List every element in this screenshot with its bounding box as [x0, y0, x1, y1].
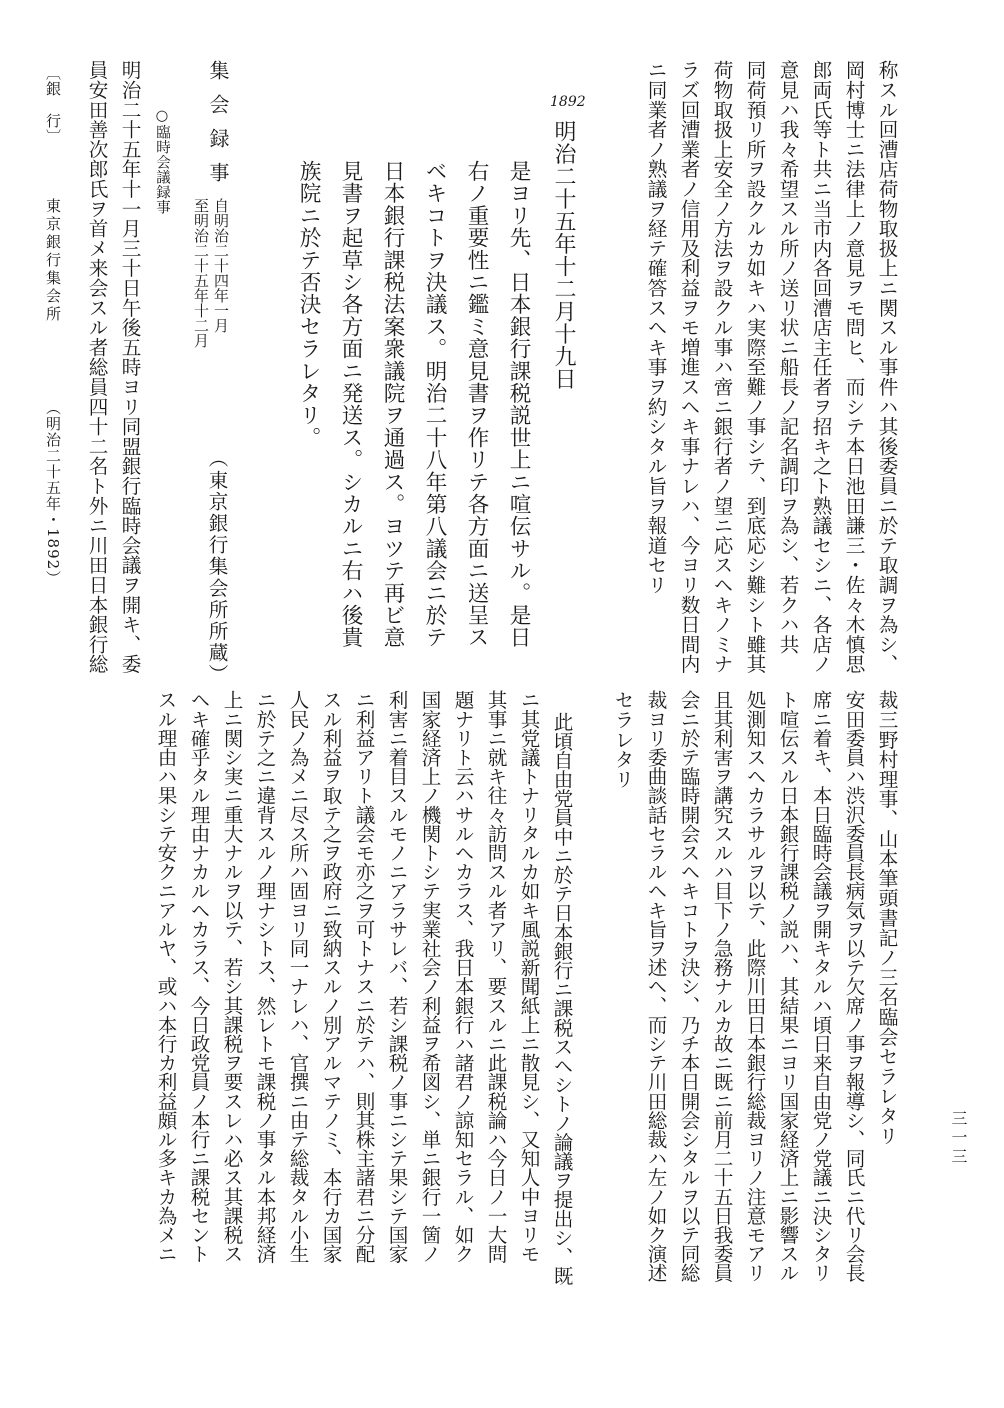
text-line: 利害ニ着目スルモノニアラサレバ、若シ課税ノ事ニシテ果シテ国家 — [385, 690, 408, 1263]
text-line: 国家経済上ノ機関トシテ実業社会ノ利益ヲ希図シ、単ニ銀行一箇ノ — [418, 690, 441, 1263]
text-line: ラズ回漕業者ノ信用及利益ヲモ増進スヘキ事ナレハ、今ヨリ数日間内 — [677, 60, 700, 674]
text-line: 見書ヲ起草シ各方面ニ発送ス。シカルニ右ハ後貴 — [338, 160, 363, 649]
page-number: 三一三 — [949, 1110, 968, 1167]
entry-date: 明治二十五年十二月十九日 — [551, 120, 576, 390]
text-line: 其事ニ就キ往々訪問スル者アリ、要スルニ此課税論ハ今日ノ一大問 — [484, 690, 507, 1263]
text-line: 席ニ着キ、本日臨時会議ヲ開キタルハ頃日来自由党ノ党議ニ決シタリ — [809, 690, 832, 1283]
text-line: スル理由ハ果シテ安クニアルヤ、或ハ本行カ利益頗ル多キカ為メニ — [154, 690, 177, 1263]
text-line: 岡村博士ニ法律上ノ意見ヲモ問ヒ、而シテ本日池田謙三・佐々木慎思 — [842, 60, 865, 674]
text-line: 同荷預リ所ヲ設クルカ如キハ実際至難ノ事シテ、到底応シ難シト雖其 — [743, 60, 766, 674]
text-line: ヘキ確乎タル理由ナカルヘカラス、今日政党員ノ本行ニ課税セント — [187, 690, 210, 1263]
text-line: 是ヨリ先、日本銀行課税説世上ニ喧伝サル。是日 — [506, 160, 531, 649]
period-to: 至明治二十五年十二月 — [192, 198, 210, 348]
footer-org: 東京銀行集会所 — [44, 198, 62, 324]
section-heading: 集会録事 — [206, 60, 230, 196]
text-line: 題ナリト云ハサルヘカラス、我日本銀行ハ諸君ノ諒知セラル、如ク — [451, 690, 474, 1263]
text-line: 人民ノ為メニ尽ス所ハ固ヨリ同一ナレハ、官撰ニ由テ総裁タル小生 — [286, 690, 309, 1263]
text-line: 裁ヨリ委曲談話セラルヘキ旨ヲ述ヘ、而シテ川田総裁ハ左ノ如ク演述 — [644, 690, 667, 1283]
text-line: 員安田善次郎氏ヲ首メ来会スル者総員四十二名ト外ニ川田日本銀行総 — [85, 60, 108, 674]
text-line: 裁三野村理事、山本筆頭書記ノ三名臨会セラレタリ — [875, 690, 898, 1146]
text-line: セラレタリ — [611, 690, 634, 789]
text-line: 右ノ重要性ニ鑑ミ意見書ヲ作リテ各方面ニ送呈ス — [464, 160, 489, 649]
text-line: ニ其党議トナリタルカ如キ風説新聞紙上ニ散見シ、又知人中ヨリモ — [517, 690, 540, 1263]
footer-year: （明治二十五年・1892） — [44, 400, 62, 587]
text-line: ト喧伝スル日本銀行課税ノ説ハ、其結果ニヨリ国家経済上ニ影響スル — [776, 690, 799, 1283]
text-line: 日本銀行課税法案衆議院ヲ通過ス。ヨツテ再ビ意 — [380, 160, 405, 649]
text-line: 且其利害ヲ講究スルハ目下ノ急務ナルカ故ニ既ニ前月二十五日我委員 — [710, 690, 733, 1283]
text-line: 安田委員ハ渋沢委員長病気ヲ以テ欠席ノ事ヲ報導シ、同氏ニ代リ会長 — [842, 690, 865, 1283]
text-line: 明治二十五年十一月三十日午後五時ヨリ同盟銀行臨時会議ヲ開キ、委 — [118, 60, 141, 674]
text-line: 荷物取扱上安全ノ方法ヲ設クル事ハ啻ニ銀行者ノ望ニ応スヘキノミナ — [710, 60, 733, 674]
text-line: 会ニ於テ臨時開会スヘキコトヲ決シ、乃チ本日開会シタルヲ以テ同総 — [677, 690, 700, 1283]
text-line: 意見ハ我々希望スル所ノ送リ状ニ船長ノ記名調印ヲ為シ、若クハ共 — [776, 60, 799, 654]
footer-bracket: 〔銀 行〕 — [44, 65, 62, 145]
text-line: ベキコトヲ決議ス。明治二十八年第八議会ニ於テ — [422, 160, 447, 649]
text-line: 此頃自由党員中ニ於テ日本銀行ニ課税スヘシトノ論議ヲ提出シ、既 — [550, 712, 573, 1285]
text-line: スル利益ヲ取テ之ヲ政府ニ致納スルノ別アルマテノミ、本行カ国家 — [319, 690, 342, 1263]
text-line: ニ同業者ノ熟議ヲ経テ確答スヘキ事ヲ約シタル旨ヲ報道セリ — [644, 60, 667, 595]
text-line: 郎両氏等ト共ニ当市内各回漕店主任者ヲ招キ之ト熟議セシニ、各店ノ — [809, 60, 832, 674]
text-line: 上ニ関シ実ニ重大ナルヲ以テ、若シ其課税ヲ要スレハ必ス其課税ス — [220, 690, 243, 1263]
year-mark: 1892 — [550, 94, 586, 110]
source-note: （東京銀行集会所所蔵） — [205, 448, 228, 686]
subheading: ○臨時会議録事 — [154, 108, 170, 215]
text-line: 処測知スヘカラサルヲ以テ、此際川田日本銀行総裁ヨリノ注意モアリ — [743, 690, 766, 1283]
text-line: ニ利益アリト議会モ亦之ヲ可トナスニ於テハ、則其株主諸君ニ分配 — [352, 690, 375, 1263]
period-from: 自明治二十四年一月 — [212, 198, 230, 333]
text-line: ニ於テ之ニ違背スルノ理ナシトス、然レトモ課税ノ事タル本邦経済 — [253, 690, 276, 1263]
text-line: 族院ニ於テ否決セラレタリ。 — [296, 160, 321, 449]
text-line: 称スル回漕店荷物取扱上ニ関スル事件ハ其後委員ニ於テ取調ヲ為シ、 — [875, 60, 898, 674]
